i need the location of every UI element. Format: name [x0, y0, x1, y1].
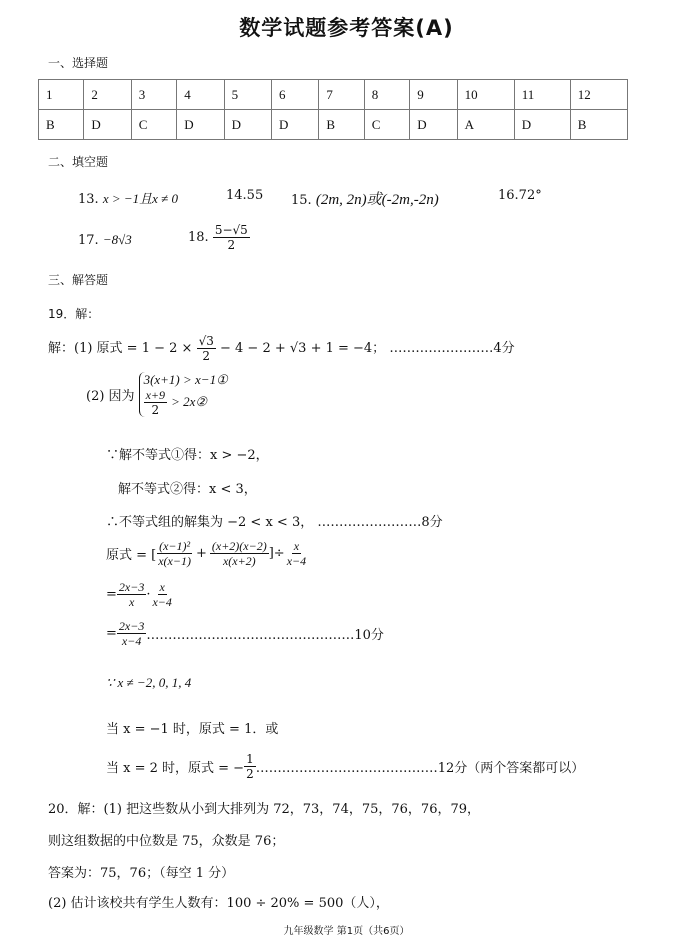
table-cell-answer: D	[84, 110, 131, 140]
case-2	[106, 752, 584, 781]
q18-numerator: 5−√5	[214, 223, 248, 237]
table-cell-answer: B	[319, 110, 364, 140]
q18-denominator: 2	[227, 238, 236, 252]
table-cell-answer: B	[39, 110, 84, 140]
ineq2-suffix: > 2x②	[171, 394, 208, 409]
expr-line-2	[106, 580, 174, 609]
e2-f1-num: 2x−3	[118, 580, 145, 594]
q20-line-2: 则这组数据的中位数是 75，众数是 76；	[48, 834, 285, 849]
case-1: 当 x = −1 时，原式 = 1．或	[106, 722, 279, 737]
table-cell-number: 2	[84, 80, 131, 110]
step-3	[106, 511, 443, 530]
e1-f3-num: x	[293, 539, 300, 553]
q20-line-1: 20．解：(1) 把这些数从小到大排列为 72，73，74，75，76，76，79，	[48, 802, 481, 817]
q20-line-4: (2) 估计该校共有学生人数有：100 ÷ 20% = 500（人），	[48, 896, 389, 911]
section-heading-solve: 三、解答题	[48, 273, 109, 287]
p2-prefix: (2) 因为	[86, 389, 135, 404]
p1-suffix: − 4 − 2 + √3 + 1 = −4；	[220, 341, 386, 356]
e3-score: …………………………………………10分	[146, 628, 384, 643]
e3-den: x−4	[121, 634, 142, 648]
e1-f2-num: (x+2)(x−2)	[211, 539, 267, 553]
q19-part2-system	[86, 372, 228, 417]
section-heading-fill: 二、填空题	[48, 155, 109, 169]
ineq2-den: 2	[151, 403, 160, 417]
table-cell-number: 11	[514, 80, 570, 110]
page-title: 数学试题参考答案(A)	[239, 16, 454, 40]
table-cell-answer: D	[410, 110, 457, 140]
table-cell-number: 7	[319, 80, 364, 110]
e1-mid: ]÷	[268, 546, 285, 561]
e1-plus: +	[195, 546, 207, 561]
e3-num: 2x−3	[118, 619, 145, 633]
table-cell-answer: D	[514, 110, 570, 140]
table-cell-answer: A	[457, 110, 514, 140]
e2-prefix: =	[106, 587, 117, 602]
e1-f1-num: (x−1)²	[159, 539, 191, 553]
q19-label: 19．解：	[48, 307, 100, 321]
q14-answer: 14.55	[226, 188, 264, 203]
inequality-system	[139, 372, 228, 417]
case2-num: 1	[246, 752, 254, 766]
section-heading-choice: 一、选择题	[48, 56, 109, 70]
table-cell-answer: C	[131, 110, 176, 140]
inequality-1: 3(x+1) > x−1①	[143, 372, 228, 387]
answer-table	[38, 79, 628, 140]
table-cell-number: 5	[224, 80, 271, 110]
e1-f1-den: x(x−1)	[158, 554, 191, 568]
table-cell-number: 9	[410, 80, 457, 110]
ineq2-num: x+9	[145, 388, 165, 402]
e2-mid: ·	[146, 587, 151, 602]
condition: ∵ x ≠ −2, 0, 1, 4	[106, 675, 192, 690]
table-cell-number: 3	[131, 80, 176, 110]
page-footer: 九年级数学 第1页（共6页）	[283, 926, 410, 937]
e1-prefix: 原式 = [	[106, 548, 157, 563]
e2-f2-num: x	[159, 580, 165, 594]
q13-answer: x > −1且x ≠ 0	[102, 191, 179, 206]
table-cell-number: 10	[457, 80, 514, 110]
q18-number: 18.	[188, 230, 209, 245]
expr-line-3	[106, 619, 384, 648]
q17	[78, 232, 132, 248]
case2-score: ……………………………………12分（两个答案都可以）	[255, 761, 585, 776]
table-row-numbers	[39, 80, 628, 110]
table-cell-number: 6	[271, 80, 318, 110]
e2-f1-den: x	[128, 595, 135, 609]
q13	[78, 188, 178, 207]
q15	[291, 188, 439, 209]
q16-answer: 16.72°	[498, 188, 542, 203]
q17-answer: −8√3	[102, 232, 132, 247]
q18	[188, 223, 250, 252]
step-3-text: ∴不等式组的解集为 −2 < x < 3，	[106, 515, 314, 530]
table-cell-answer: C	[364, 110, 409, 140]
table-row-answers	[39, 110, 628, 140]
case2-den: 2	[246, 767, 254, 781]
p1-score: ……………………4分	[389, 341, 515, 356]
table-cell-number: 4	[177, 80, 224, 110]
q20-line-3: 答案为：75，76；（每空 1 分）	[48, 866, 235, 881]
q19-part1	[48, 334, 515, 363]
expr-line-1	[106, 539, 308, 568]
e1-f2-den: x(x+2)	[222, 554, 256, 568]
table-cell-answer: B	[570, 110, 627, 140]
table-cell-answer: D	[177, 110, 224, 140]
p1-prefix: 解：(1) 原式 = 1 − 2 ×	[48, 341, 193, 356]
table-cell-answer: D	[271, 110, 318, 140]
p1-frac-num: √3	[198, 334, 214, 348]
table-cell-answer: D	[224, 110, 271, 140]
step-2: 解不等式②得：x < 3，	[118, 482, 257, 497]
p1-frac-den: 2	[202, 349, 211, 363]
e1-f3-den: x−4	[286, 554, 307, 568]
case2-prefix: 当 x = 2 时，原式 = −	[106, 761, 245, 776]
table-cell-number: 12	[570, 80, 627, 110]
q13-number: 13.	[78, 192, 99, 207]
e3-prefix: =	[106, 626, 117, 641]
table-cell-number: 8	[364, 80, 409, 110]
table-cell-number: 1	[39, 80, 84, 110]
q17-number: 17.	[78, 233, 99, 248]
q15-answer: (2m, 2n)或(-2m,-2n)	[315, 192, 439, 208]
e2-f2-den: x−4	[152, 595, 172, 609]
step-3-score: ……………………8分	[317, 515, 443, 530]
q15-number: 15.	[291, 193, 312, 208]
step-1: ∵解不等式①得：x > −2，	[106, 448, 269, 463]
